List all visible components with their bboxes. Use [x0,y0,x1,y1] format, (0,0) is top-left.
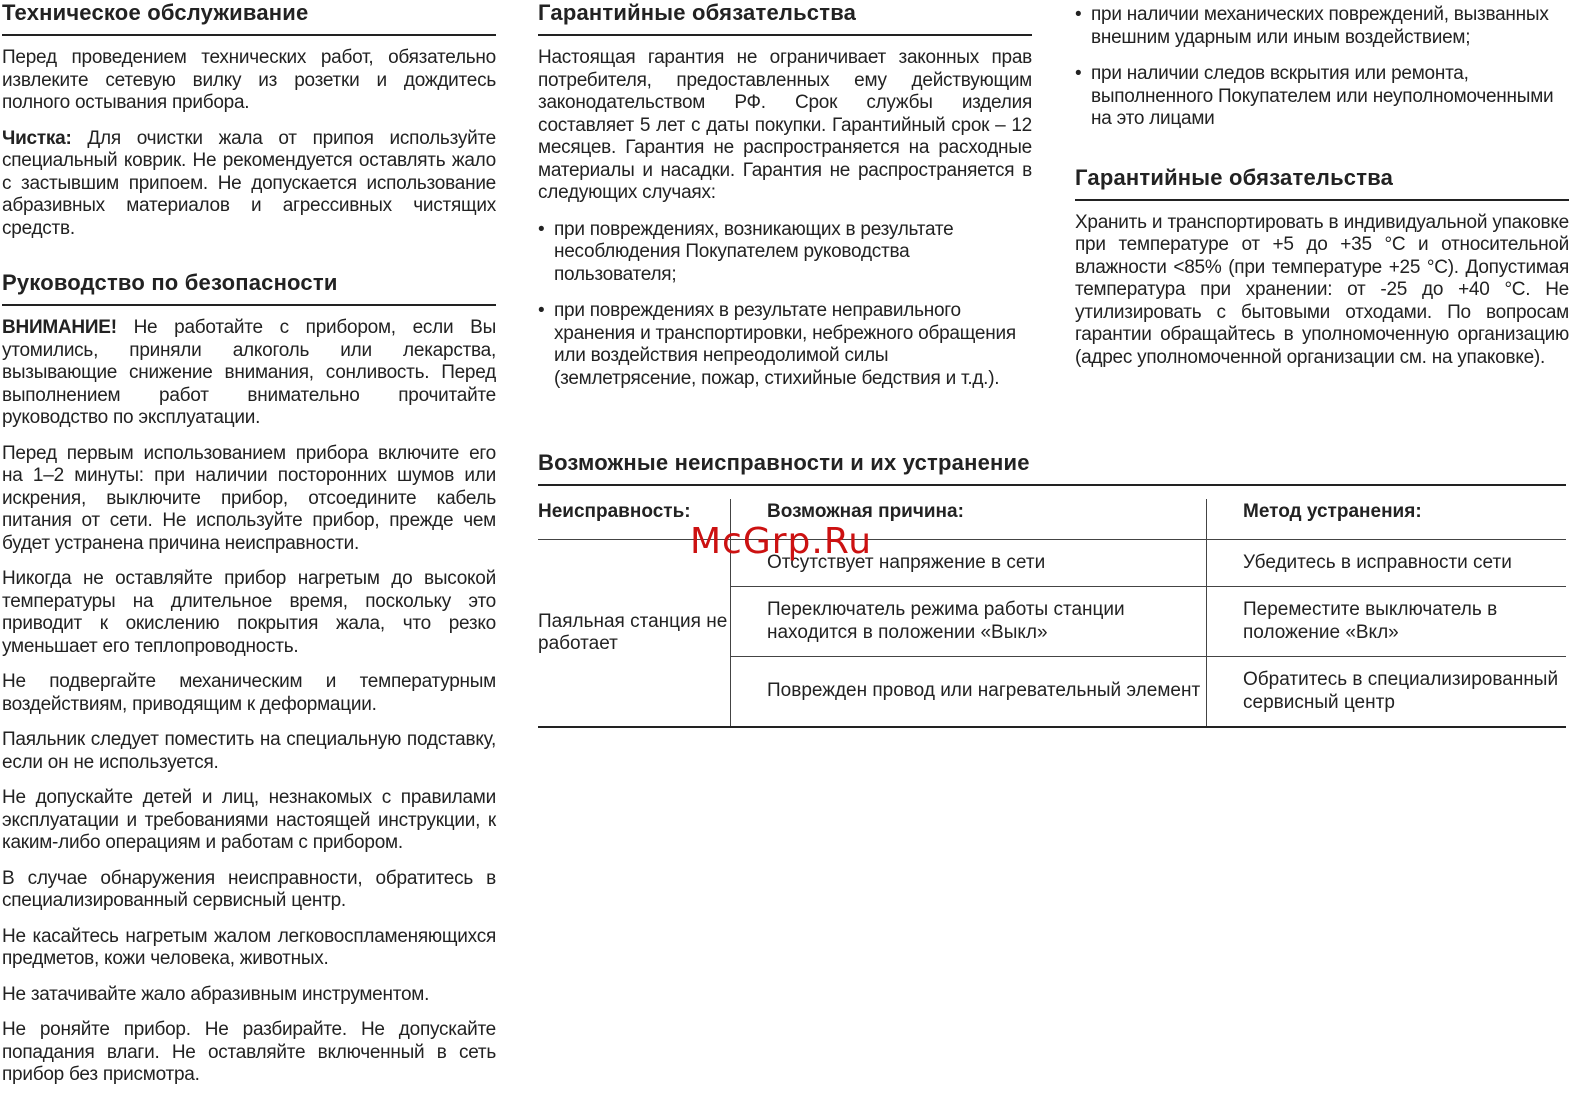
fix-cell: Переместите выключатель в положение «Вкл» [1207,587,1567,657]
safety-paragraph: Перед первым использованием прибора включите его на 1–2 минуты: при наличии посторонних шумов или искрения, выключите прибор, отсоедините кабель питания от сети. Не используйте прибор, прежде чем будет устранена причина неисправности. [2,442,496,554]
warranty-heading: Гарантийные обязательства [538,0,1032,36]
maintenance-paragraph: Перед проведением технических работ, обязательно извлеките сетевую вилку из розетки и дождитесь полного остывания прибора. [2,47,496,113]
troubleshooting-table [538,499,1566,728]
safety-paragraph: В случае обнаружения неисправности, обратитесь в специализированный сервисный центр. [2,867,496,911]
list-item: • при повреждениях, возникающих в результате несоблюдения Покупателем руководства пользователя; [538,219,1032,287]
safety-paragraph: Не подвергайте механическим и температурным воздействиям, приводящим к деформации. [2,671,496,715]
table-row [538,540,1566,587]
cleaning-label: Чистка: [2,127,72,149]
safety-paragraph: Не роняйте прибор. Не разбирайте. Не допускайте попадания влаги. Не оставляйте включенный в сеть прибор без присмотра. [2,1019,496,1085]
attention-text: Не работайте с прибором, если Вы утомились, приняли алкоголь или лекарства, вызывающие снижение внимания, сонливость. Перед выполнением работ внимательно прочитайте руководство по эксплуатации. [2,317,496,428]
column-left [2,0,496,1087]
safety-paragraph: Не касайтесь нагретым жалом легковоспламеняющихся предметов, кожи человека, животных. [2,925,496,969]
warranty-exclusions-list [538,219,1032,391]
column-middle [538,0,1032,390]
list-item: • при наличии следов вскрытия или ремонта, выполненного Покупателем или неуполномоченными на это лицами [1075,63,1569,131]
safety-paragraph: Не затачивайте жало абразивным инструментом. [2,983,430,1005]
cause-cell: Переключатель режима работы станции находится в положении «Выкл» [731,587,1207,657]
cleaning-paragraph [2,128,496,241]
storage-heading: Гарантийные обязательства [1075,165,1569,201]
troubleshooting-section [538,450,1566,728]
fix-cell: Убедитесь в исправности сети [1207,540,1567,587]
attention-paragraph [2,317,496,430]
watermark-text: McGrp.Ru [690,521,873,562]
storage-paragraph: Хранить и транспортировать в индивидуальной упаковке при температуре от +5 до +35 °С и относительной влажности <85% (при температуре +25 °С). Допустимая температура при хранении: от -25 до +40 °С. Не утилизировать с бытовыми отходами. По вопросам гарантии обращайтесь в уполномоченную организацию (адрес уполномоченной организации см. на упаковке). [1075,211,1569,368]
header-fault: Неисправность: [538,501,691,522]
fault-cell: Паяльная станция не работает [538,540,731,728]
table-header-row [538,499,1566,540]
warranty-exclusions-list-cont [1075,4,1569,131]
column-right [1075,0,1569,369]
safety-heading: Руководство по безопасности [2,270,496,306]
cause-cell: Отсутствует напряжение в сети [731,540,1207,587]
attention-label: ВНИМАНИЕ! [2,317,117,338]
list-item: • при повреждениях в результате неправильного хранения и транспортировки, небрежного обращения или воздействия непреодолимой силы (землетрясение, пожар, стихийные бедствия и т.д.). [538,300,1032,390]
list-item: • при наличии механических повреждений, вызванных внешним ударным или иным воздействием; [1075,4,1569,49]
cleaning-text: Для очистки жала от припоя используйте специальный коврик. Не рекомендуется оставлять жало с застывшим припоем. Не допускается использование абразивных материалов и агрессивных чистящих средств. [2,127,496,239]
safety-paragraph: Никогда не оставляйте прибор нагретым до высокой температуры на длительное время, поскольку это приводит к окислению покрытия жала, что резко уменьшает его теплопроводность. [2,568,496,657]
header-fix: Метод устранения: [1207,499,1567,540]
safety-paragraph: Паяльник следует поместить на специальную подставку, если он не используется. [2,729,496,773]
fix-cell: Обратитесь в специализированный сервисный центр [1207,657,1567,728]
header-cause: Возможная причина: [731,499,1207,540]
troubleshooting-heading: Возможные неисправности и их устранение [538,450,1566,486]
warranty-paragraph: Настоящая гарантия не ограничивает законных прав потребителя, предоставленных ему действующим законодательством РФ. Срок службы изделия составляет 5 лет с даты покупки. Гарантийный срок – 12 месяцев. Гарантия не распространяется на расходные материалы и насадки. Гарантия не распространяется в следующих случаях: [538,47,1032,203]
cause-cell: Поврежден провод или нагревательный элемент [731,657,1207,728]
maintenance-heading: Техническое обслуживание [2,0,496,36]
safety-paragraph: Не допускайте детей и лиц, незнакомых с правилами эксплуатации и требованиями настоящей инструкции, к каким-либо операциям и работам с прибором. [2,787,496,853]
